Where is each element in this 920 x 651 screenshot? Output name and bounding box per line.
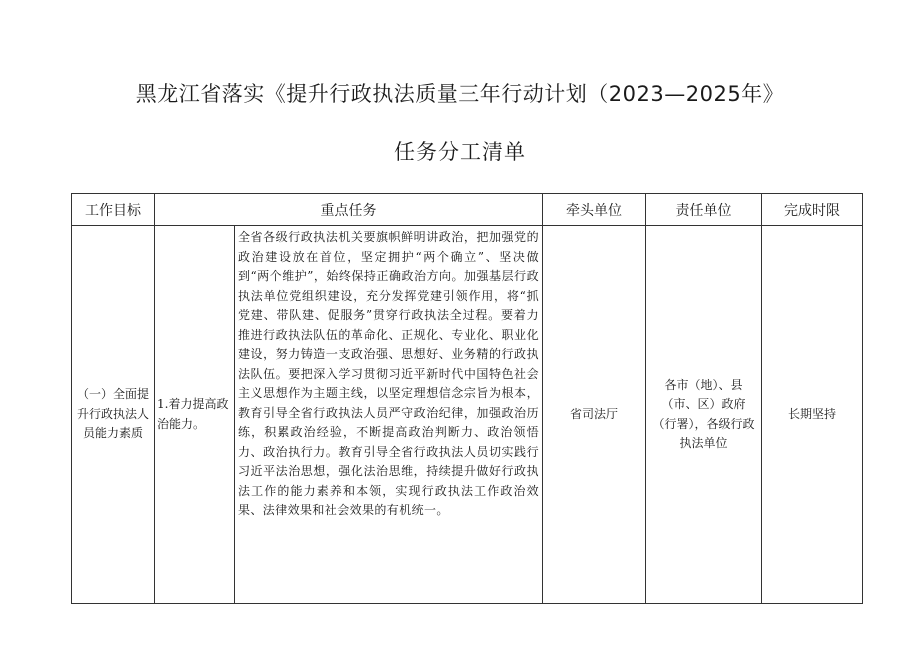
document-title: 黑龙江省落实《提升行政执法质量三年行动计划（2023—2025年》 — [135, 82, 785, 106]
responsible-unit-cell: 各市（地）、县（市、区）政府（行署），各级行政执法单位 — [646, 226, 762, 604]
task-name: 1.着力提高政治能力。 — [155, 226, 235, 603]
task-table — [71, 193, 863, 604]
document-subtitle: 任务分工清单 — [394, 140, 526, 164]
task-detail: 全省各级行政执法机关要旗帜鲜明讲政治，把加强党的政治建设放在首位，坚定拥护“两个确立”、坚决做到“两个维护”，始终保持正确政治方向。加强基层行政执法单位党组织建设，充分发挥党建引领作用，将“抓党建、带队建、促服务”贯穿行政执法全过程。要着力推进行政执法队伍的革命化、正规化、专业化、职业化建设，努力铸造一支政治强、思想好、业务精的行政执法队伍。要把深入学习贯彻习近平新时代中国特色社会主义思想作为主题主线，以坚定理想信念宗旨为根本，教育引导全省行政执法人员严守政治纪律，加强政治历练，积累政治经验，不断提高政治判断力、政治领悟力、政治执行力。教育引导全省行政执法人员切实践行习近平法治思想，强化法治思维，持续提升做好行政执法工作的能力素养和本领，实现行政执法工作政治效果、法律效果和社会效果的有机统一。 — [238, 230, 539, 517]
goal-cell: （一）全面提升行政执法人员能力素质 — [72, 226, 155, 604]
header-goal: 工作目标 — [72, 194, 155, 226]
task-cell — [155, 226, 543, 604]
lead-unit-cell: 省司法厅 — [543, 226, 646, 604]
table-row — [72, 226, 863, 604]
header-deadline: 完成时限 — [762, 194, 863, 226]
header-responsible-unit: 责任单位 — [646, 194, 762, 226]
table-header-row — [72, 194, 863, 226]
header-task: 重点任务 — [155, 194, 543, 226]
deadline-cell: 长期坚持 — [762, 226, 863, 604]
header-lead-unit: 牵头单位 — [543, 194, 646, 226]
